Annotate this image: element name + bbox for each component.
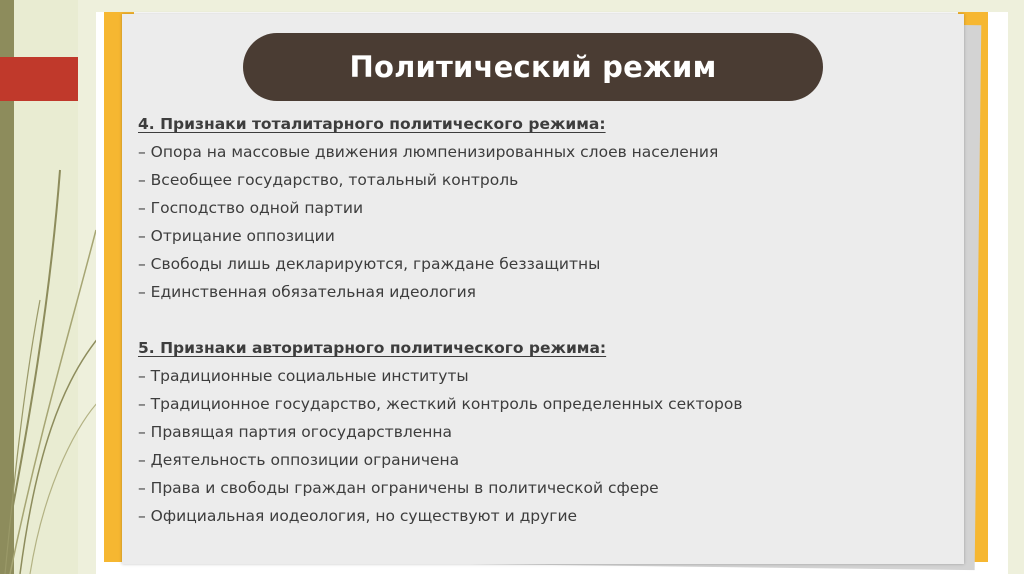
section-authoritarian <box>138 334 918 530</box>
list-item: – Традиционные социальные институты <box>138 367 469 385</box>
page-title: Политический режим <box>349 50 717 84</box>
list-item: – Господство одной партии <box>138 199 364 217</box>
list-item: – Свободы лишь декларируются, граждане беззащитны <box>138 255 601 273</box>
feature-list <box>138 362 918 530</box>
grass-decoration <box>0 0 110 574</box>
list-item: – Правящая партия огосударствленна <box>138 423 453 441</box>
list-item: – Традиционное государство, жесткий контроль определенных секторов <box>138 395 743 413</box>
list-item: – Отрицание оппозиции <box>138 227 335 245</box>
list-item: – Официальная иодеология, но существуют и другие <box>138 507 578 525</box>
feature-list <box>138 138 918 306</box>
title-banner <box>243 33 823 101</box>
list-item: – Деятельность оппозиции ограничена <box>138 451 460 469</box>
section-heading: 5. Признаки авторитарного политического режима: <box>138 339 607 357</box>
list-item: – Права и свободы граждан ограничены в политической сфере <box>138 479 659 497</box>
list-item: – Опора на массовые движения люмпенизированных слоев населения <box>138 143 719 161</box>
section-heading: 4. Признаки тоталитарного политического режима: <box>138 115 606 133</box>
list-item: – Всеобщее государство, тотальный контроль <box>138 171 519 189</box>
list-item: – Единственная обязательная идеология <box>138 283 476 301</box>
section-totalitarian <box>138 110 918 306</box>
